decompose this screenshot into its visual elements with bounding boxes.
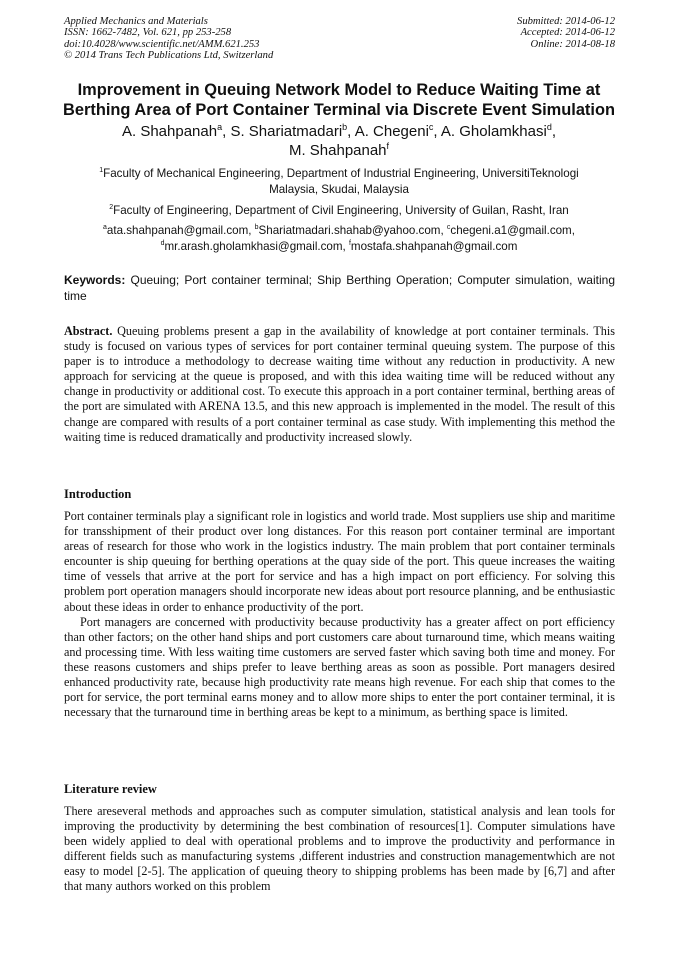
affiliation-1-line-2: Malaysia, Skudai, Malaysia (269, 183, 409, 196)
email-c[interactable]: chegeni.a1@gmail.com, (450, 224, 575, 237)
email-line-2 (50, 239, 628, 255)
submitted-date: Submitted: 2014-06-12 (517, 16, 615, 27)
abstract-text: Queuing problems present a gap in the availability of knowledge at port container terminals. This study is focused on various types of services for port container terminal queuing system. The purpose of this paper is to introduce a methodology to decrease waiting time without any reduction in productivity. A new approach for servicing at the queue is proposed, and with this idea waiting time will be reduced without any change in productivity or additional cost. To execute this approach in a port container terminal, berthing areas of the port are simulated with ARENA 13.5, and this new approach is implemented in the model. The result of this change are compared with results of a port container terminal as case study. With implementing this method the waiting time is reduced dramatically and productivity increased slowly. (64, 324, 615, 444)
abstract (64, 324, 615, 445)
author-name: A. Shahpanah (121, 123, 218, 140)
email-mark: a (103, 224, 107, 232)
email-mark: c (446, 224, 451, 232)
email-mark: d (160, 240, 165, 248)
journal-copyright: © 2014 Trans Tech Publications Ltd, Switzerland (64, 50, 274, 62)
affiliation-1 (50, 166, 628, 198)
affiliation-2: $^2$Faculty of Engineering, Department of Civil Engineering, University of Guilan, Rasht, Iran (109, 204, 569, 217)
author-name: S. Shariatmadari (230, 123, 343, 140)
title-line-1: Improvement in Queuing Network Model to Reduce Waiting Time at (77, 81, 601, 99)
email-d[interactable]: mr.arash.gholamkhasi@gmail.com, (164, 240, 349, 253)
author-mark: a (217, 122, 223, 132)
abstract-label: Abstract. (64, 324, 113, 338)
author-separator: , (222, 123, 231, 140)
introduction-section (64, 509, 615, 720)
email-line-1 (50, 223, 628, 239)
affiliation-mark: 2 (109, 204, 114, 212)
author-mark: b (342, 122, 348, 132)
literature-review-section (64, 804, 615, 895)
email-mark: b (254, 224, 259, 232)
accepted-date: Accepted: 2014-06-12 (520, 27, 615, 39)
author-separator: , (347, 123, 355, 140)
author-name: A. Gholamkhasi (440, 123, 547, 140)
online-date: Online: 2014-08-18 (530, 38, 615, 50)
affiliation-1-line-1: $^1$Faculty of Mechanical Engineering, Department of Industrial Engineering, UniversitiTeknologi (99, 167, 579, 180)
literature-review-heading: Literature review (64, 782, 157, 796)
author-separator: , (433, 123, 441, 140)
author-mark: d (546, 122, 552, 132)
author-name: M. Shahpanah (288, 141, 387, 159)
introduction-paragraph-1: Port container terminals play a significant role in logistics and world trade. Most suppliers use ship and maritime for transshipment of their product over long distances. For this reason port container terminal are important areas of research for those who work in the logistics industry. The main problem that port container terminals encounter is ship queuing for berthing operations at the quay side of the port. This queue increases the waiting time of vessels that arrive at the port for service and has a high impact on port efficiency. For solving this problem port operation managers should incorporate new ideas about port resource planning, and be enthusiastic about these ideas in order to enhance productivity of the port. (64, 509, 615, 614)
affiliation-mark: 1 (99, 167, 104, 175)
author-line-2 (40, 142, 638, 161)
introduction-heading: Introduction (64, 487, 132, 501)
literature-review-paragraph-1: There areseveral methods and approaches such as computer simulation, statistical analysis and lean tools for improving the productivity by determining the best combination of resources[1]. Computer simulations have been widely applied to deal with operational problems and to improve the productivity and performance in different fields such as manufacturing systems ,different industries and construction managementwhich are not easy to model [2-5]. The application of queuing theory to shipping problems has been made by [6,7] and after that many authors worked on this problem (64, 804, 615, 894)
author-name: A. Chegeni (354, 123, 429, 140)
title-line-2: Berthing Area of Port Container Terminal via Discrete Event Simulation (63, 101, 615, 119)
keywords (64, 272, 615, 304)
email-mark: f (348, 240, 351, 248)
author-list (40, 123, 638, 160)
author-mark: c (428, 122, 434, 132)
introduction-paragraph-2: Port managers are concerned with productivity because productivity has a greater affect on port efficiency than other factors; on the other hand ships and port customers care about turnaround time, which means waiting and processing time. With less waiting time customers are served faster which saving both time and money. For these reasons customers and ships prefer to leave berthing areas as soon as possible. Port managers desired enhanced productivity rate, because high productivity rate means high revenue. For each ship that comes to the port for service, the port terminal earns money and to allow more ships to enter the port container terminal, it is necessary that the turnaround time in berthing areas be kept to a minimum, as berthing space is limited. (64, 614, 615, 720)
keywords-text: Queuing; Port container terminal; Ship Berthing Operation; Computer simulation, waiting time (64, 273, 615, 303)
keywords-label: Keywords: (64, 273, 126, 287)
journal-info (64, 16, 273, 62)
email-b[interactable]: Shariatmadari.shahab@yahoo.com, (258, 224, 447, 237)
author-emails (50, 223, 628, 255)
journal-issn: ISSN: 1662-7482, Vol. 621, pp 253-258 (64, 27, 232, 39)
journal-name: Applied Mechanics and Materials (64, 16, 208, 27)
author-line-1 (40, 123, 638, 142)
author-mark: f (386, 140, 390, 151)
paper-title (40, 80, 638, 120)
email-f[interactable]: mostafa.shahpanah@gmail.com (350, 240, 518, 253)
email-a[interactable]: ata.shahpanah@gmail.com, (106, 224, 255, 237)
abstract-paragraph (64, 324, 615, 445)
journal-doi[interactable]: doi:10.4028/www.scientific.net/AMM.621.253 (64, 38, 260, 50)
author-separator: , (551, 123, 556, 140)
submission-dates (517, 16, 615, 50)
